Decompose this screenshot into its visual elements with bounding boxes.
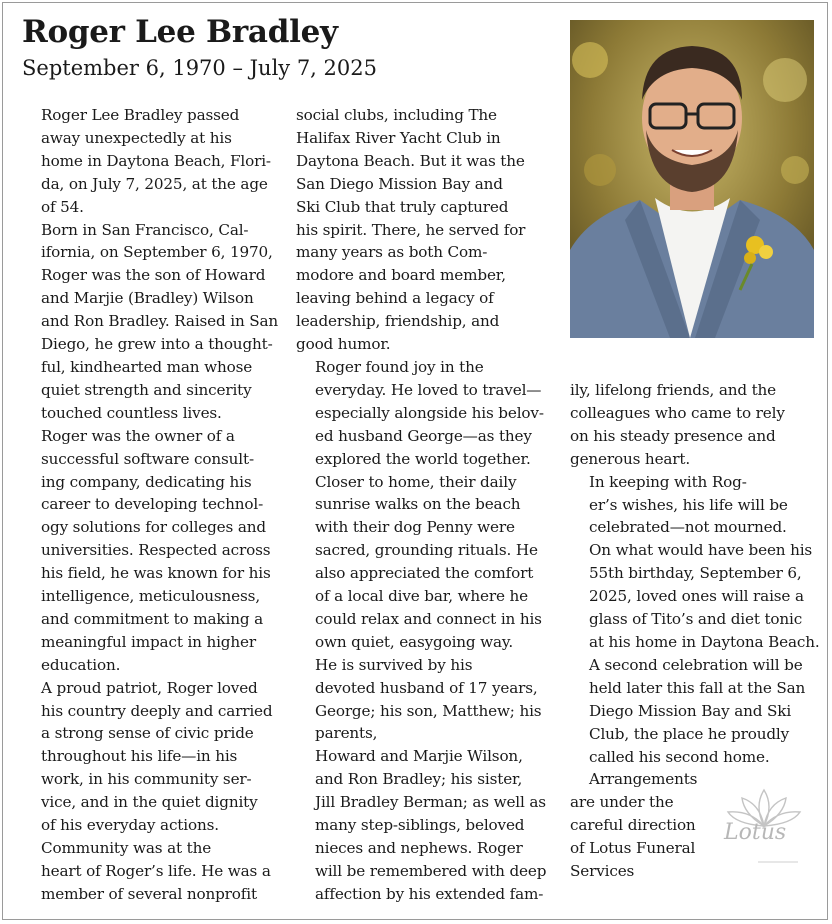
paragraph-p4: A proud patriot, Roger loved his country deeply and carried a strong sense of civic pride throughout his life—in his work, in his community ser- vice, and in the quiet dignity of his everyday actions. xyxy=(41,678,273,835)
paragraph-p5-cont: social clubs, including The Halifax River Yacht Club in Daytona Beach. But it was the San Diego Mission Bay and Ski Club that truly captured his spirit. There, he served for many years as both Com- modore and board member, leaving behind a legacy of leadership, friendship, and good humor. xyxy=(296,106,526,354)
paragraph-p5-start: Community was at the heart of Roger’s life. He was a member of several nonprofit xyxy=(41,839,271,903)
paragraph-p2: Born in San Francisco, Cal- ifornia, on September 6, 1970, Roger was the son of Howard and Marjie (Bradley) Wilson and Ron Bradley. Raised in San Diego, he grew into a thought- ful, kindhearted man whose quiet strength and sincerity touched countless lives. xyxy=(41,220,279,422)
paragraph-p10: Arrangements are under the careful direction of Lotus Funeral Services xyxy=(570,770,698,881)
portrait-photo xyxy=(570,20,814,338)
obituary-name: Roger Lee Bradley xyxy=(22,14,338,50)
portrait-image xyxy=(570,20,814,338)
paragraph-p9: In keeping with Rog- er’s wishes, his life will be celebrated—not mourned. On what would have been his 55th birthday, September 6, 2025, loved ones will raise a glass of Tito’s and diet tonic at his home in Daytona Beach. A second celebration will be held later this fall at the San Diego Mission Bay and Ski Club, the place he proudly called his second home. xyxy=(589,472,820,766)
paragraph-p6: Roger found joy in the everyday. He loved to travel— especially alongside his belov- ed husband George—as they explored the world together. Closer to home, their daily sunrise walks on the beach with their dog Penny were sacred, grounding rituals. He also appreciated the comfort of a local dive bar, where he could relax and connect in his own quiet, easygoing way. xyxy=(315,357,544,651)
obituary-dates: September 6, 1970 – July 7, 2025 xyxy=(22,56,377,80)
funeral-home-logo-text: Lotus xyxy=(724,820,787,845)
paragraph-p8-start: Howard and Marjie Wilson, and Ron Bradley; his sister, Jill Bradley Berman; as well as many step-siblings, beloved nieces and nephews. Roger will be remembered with deep affection by his extended fam- xyxy=(315,747,547,903)
paragraph-p3: Roger was the owner of a successful software consult- ing company, dedicating his career to developing technol- ogy solutions for colleges and universities. Respected across his field, he was known for his intelligence, meticulousness, and commitment to making a meaningful impact in higher education. xyxy=(41,426,271,674)
paragraph-p7: He is survived by his devoted husband of 17 years, George; his son, Matthew; his parents, xyxy=(315,655,542,743)
text-column-1 xyxy=(22,104,284,906)
paragraph-p8-cont: ily, lifelong friends, and the colleagues who came to rely on his steady presence and generous heart. xyxy=(570,381,785,468)
text-column-2 xyxy=(296,104,558,906)
paragraph-p1: Roger Lee Bradley passed away unexpectedly at his home in Daytona Beach, Flori- da, on July 7, 2025, at the age of 54. xyxy=(41,106,271,216)
